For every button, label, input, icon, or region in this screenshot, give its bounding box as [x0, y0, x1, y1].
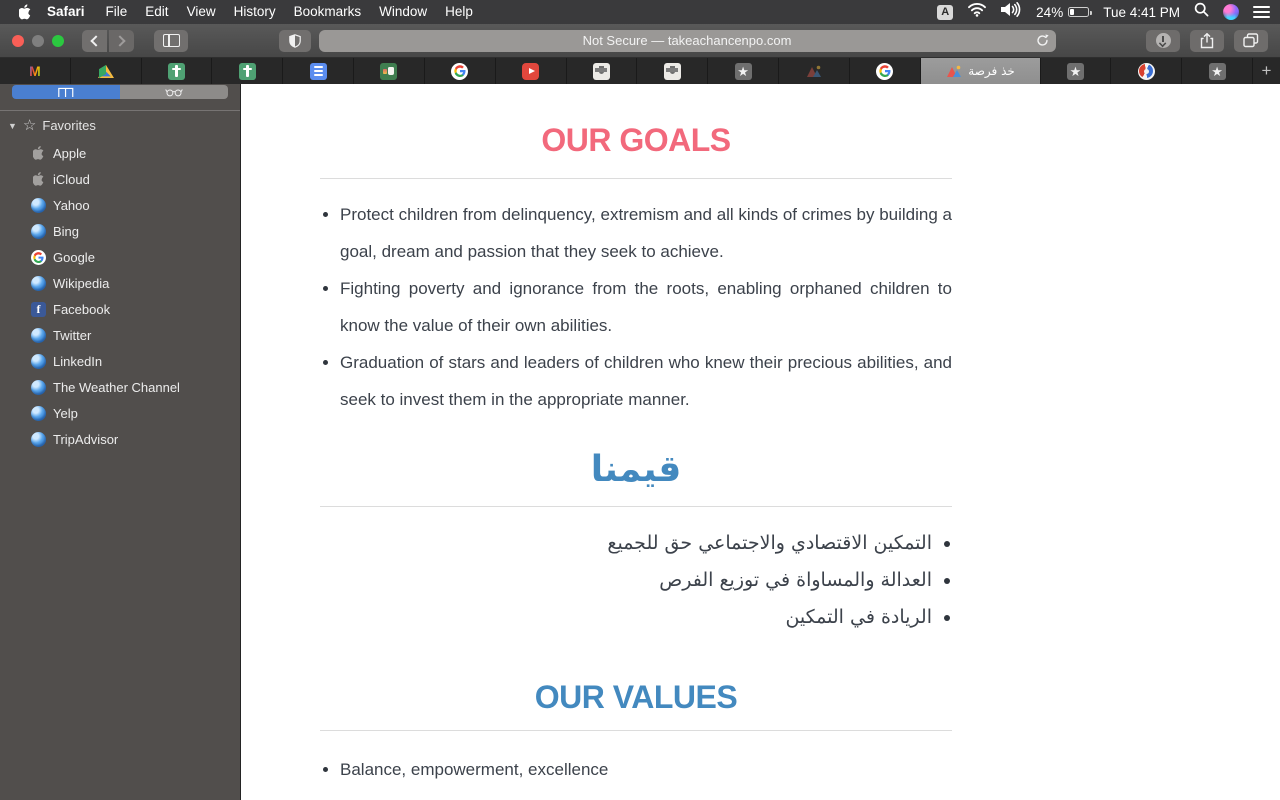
web-page-content [241, 84, 1280, 800]
goal-item: • Protect children from delinquency, extremism and all kinds of crimes by building a goal, dream and passion that they seek to achieve. [340, 196, 952, 270]
wifi-icon[interactable] [967, 2, 987, 22]
sidebar-item-yahoo[interactable] [0, 192, 240, 218]
glasses-icon [165, 87, 183, 98]
coat-of-arms-icon [593, 63, 610, 80]
share-icon [1200, 33, 1214, 49]
menu-file[interactable]: File [105, 4, 128, 19]
privacy-shield-button[interactable] [279, 30, 311, 52]
sidebar-item-icloud[interactable] [0, 166, 240, 192]
tab-takeachance-active[interactable] [921, 58, 1041, 84]
window-controls [12, 35, 64, 47]
sidebar-item-bing[interactable] [0, 218, 240, 244]
hand-icon [380, 63, 397, 80]
apple-site-icon [31, 172, 46, 187]
shield-icon [289, 34, 301, 48]
google-g-icon [31, 250, 46, 265]
bookmarks-sidebar [0, 84, 241, 800]
menu-help[interactable]: Help [445, 4, 473, 19]
value-item-ar: • العدالة والمساواة في توزيع الفرص [320, 562, 932, 599]
sidebar-item-twitter[interactable] [0, 322, 240, 348]
bookmark-label: Twitter [53, 327, 92, 343]
tab-star-2[interactable] [1041, 58, 1112, 84]
back-button[interactable] [82, 30, 107, 52]
bookmark-label: iCloud [53, 171, 90, 187]
share-button[interactable] [1190, 30, 1224, 52]
cross-icon [239, 63, 256, 80]
star-icon: ★ [1209, 63, 1226, 80]
globe-icon [31, 198, 46, 213]
bookmark-label: TripAdvisor [53, 431, 119, 447]
goal-item: • Graduation of stars and leaders of children who knew their precious abilities, and seek to invest them in the appropriate manner. [340, 344, 952, 418]
document-icon [310, 63, 327, 80]
goals-title: OUR GOALS [541, 122, 731, 158]
tab-coat-of-arms-2[interactable] [637, 58, 708, 84]
tab-google-2[interactable] [850, 58, 921, 84]
menu-window[interactable]: Window [379, 4, 428, 19]
facebook-icon: f [31, 302, 46, 317]
bookmark-label: Google [53, 249, 95, 265]
gmail-icon: M [26, 63, 43, 80]
value-item: • Balance, empowerment, excellence [340, 751, 952, 788]
menu-history[interactable]: History [233, 4, 276, 19]
menu-bookmarks[interactable]: Bookmarks [293, 4, 362, 19]
chevron-left-icon [90, 35, 101, 46]
sidebar-icon [163, 34, 180, 47]
forward-button[interactable] [109, 30, 134, 52]
tab-faded-logo[interactable] [779, 58, 850, 84]
values-arabic-title: قيمنا [590, 449, 682, 490]
bookmark-label: The Weather Channel [53, 379, 180, 395]
youtube-icon [522, 63, 539, 80]
value-item-ar: • التمكين الاقتصادي والاجتماعي حق للجميع [320, 525, 932, 562]
favorites-star-icon: ☆ [22, 117, 37, 134]
tab-star-1[interactable] [708, 58, 779, 84]
notification-center-icon[interactable] [1253, 6, 1270, 18]
bookmarks-icon [57, 87, 75, 98]
tab-google-drive[interactable] [71, 58, 142, 84]
values-arabic-list [320, 525, 952, 636]
tab-star-3[interactable] [1182, 58, 1253, 84]
sidebar-item-weather-channel[interactable] [0, 374, 240, 400]
tab-coat-of-arms-1[interactable] [567, 58, 638, 84]
safari-toolbar [0, 24, 1280, 58]
tab-google-1[interactable] [425, 58, 496, 84]
cross-icon [168, 63, 185, 80]
address-text: Not Secure — takeachancenpo.com [582, 33, 792, 48]
chevron-right-icon [114, 35, 125, 46]
menu-clock[interactable]: Tue 4:41 PM [1103, 4, 1180, 20]
new-tab-button[interactable]: + [1253, 58, 1280, 84]
tab-green-cross-1[interactable] [142, 58, 213, 84]
bookmark-label: LinkedIn [53, 353, 103, 369]
divider [320, 178, 952, 179]
takeachance-logo-icon [945, 63, 962, 80]
tab-blue-red-globe[interactable] [1111, 58, 1182, 84]
menu-safari[interactable]: Safari [47, 4, 85, 19]
minimize-window-button[interactable] [32, 35, 44, 47]
menu-bar [0, 0, 1280, 24]
globe-icon [31, 354, 46, 369]
tab-green-hand[interactable] [354, 58, 425, 84]
star-icon: ★ [1067, 63, 1084, 80]
tab-overview-button[interactable] [1234, 30, 1268, 52]
goal-item: • Fighting poverty and ignorance from the roots, enabling orphaned children to know the value of their own abilities. [340, 270, 952, 344]
favorites-section-header[interactable] [8, 118, 96, 133]
sidebar-item-apple[interactable] [0, 140, 240, 166]
globe-icon [31, 380, 46, 395]
sidebar-toggle-button[interactable] [154, 30, 188, 52]
sidebar-item-google[interactable] [0, 244, 240, 270]
sidebar-segmented-control [12, 85, 228, 99]
bookmark-label: Apple [53, 145, 87, 161]
tab-blue-document[interactable] [283, 58, 354, 84]
close-window-button[interactable] [12, 35, 24, 47]
spotlight-search-icon[interactable] [1194, 2, 1209, 22]
value-item-ar: • الريادة في التمكين [320, 599, 932, 636]
globe-icon [31, 406, 46, 421]
sidebar-separator [0, 110, 240, 111]
values-title: OUR VALUES [534, 679, 738, 715]
tab-youtube[interactable] [496, 58, 567, 84]
disclosure-triangle-icon[interactable]: ▼ [8, 120, 17, 131]
siri-icon[interactable] [1223, 4, 1239, 20]
blue-red-globe-icon [1138, 63, 1155, 80]
menu-edit[interactable]: Edit [145, 4, 169, 19]
bookmark-label: Facebook [53, 301, 111, 317]
values-list [320, 751, 952, 788]
tab-green-cross-2[interactable] [212, 58, 283, 84]
bookmark-label: Bing [53, 223, 80, 239]
favorites-list [0, 140, 240, 452]
input-source-icon[interactable]: A [937, 5, 953, 20]
active-tab-title: خذ فرصة [968, 64, 1015, 78]
bookmark-label: Yelp [53, 405, 78, 421]
volume-icon[interactable] [1001, 2, 1022, 22]
apple-menu-icon[interactable] [12, 4, 38, 20]
bookmark-label: Wikipedia [53, 275, 110, 291]
faded-logo-icon [805, 63, 822, 80]
divider [320, 506, 952, 507]
coat-of-arms-icon [664, 63, 681, 80]
sidebar-item-linkedin[interactable] [0, 348, 240, 374]
battery-icon [1068, 7, 1089, 17]
menu-view[interactable]: View [186, 4, 216, 19]
sidebar-item-wikipedia[interactable] [0, 270, 240, 296]
downloads-button[interactable] [1146, 30, 1180, 52]
tab-gmail[interactable] [0, 58, 71, 84]
sidebar-item-yelp[interactable] [0, 400, 240, 426]
bookmarks-tab-button[interactable] [12, 85, 120, 99]
globe-icon [31, 328, 46, 343]
google-g-icon [451, 63, 468, 80]
globe-icon [31, 276, 46, 291]
battery-indicator[interactable] [1036, 5, 1089, 20]
goals-list [320, 196, 952, 418]
globe-icon [31, 224, 46, 239]
sidebar-item-facebook[interactable] [0, 296, 240, 322]
bookmark-label: Yahoo [53, 197, 90, 213]
apple-site-icon [31, 146, 46, 161]
favorites-label: Favorites [42, 118, 96, 133]
divider [320, 730, 952, 731]
address-bar[interactable] [319, 30, 1056, 52]
reload-icon[interactable] [1036, 34, 1049, 47]
tabs-icon [1243, 33, 1259, 48]
battery-percent: 24% [1036, 4, 1064, 20]
reading-list-tab-button[interactable] [120, 85, 228, 99]
tab-bar [0, 58, 1280, 84]
sidebar-item-tripadvisor[interactable] [0, 426, 240, 452]
download-icon [1156, 33, 1171, 48]
google-g-icon [876, 63, 893, 80]
globe-icon [31, 432, 46, 447]
zoom-window-button[interactable] [52, 35, 64, 47]
google-drive-icon [98, 65, 114, 78]
star-icon: ★ [735, 63, 752, 80]
